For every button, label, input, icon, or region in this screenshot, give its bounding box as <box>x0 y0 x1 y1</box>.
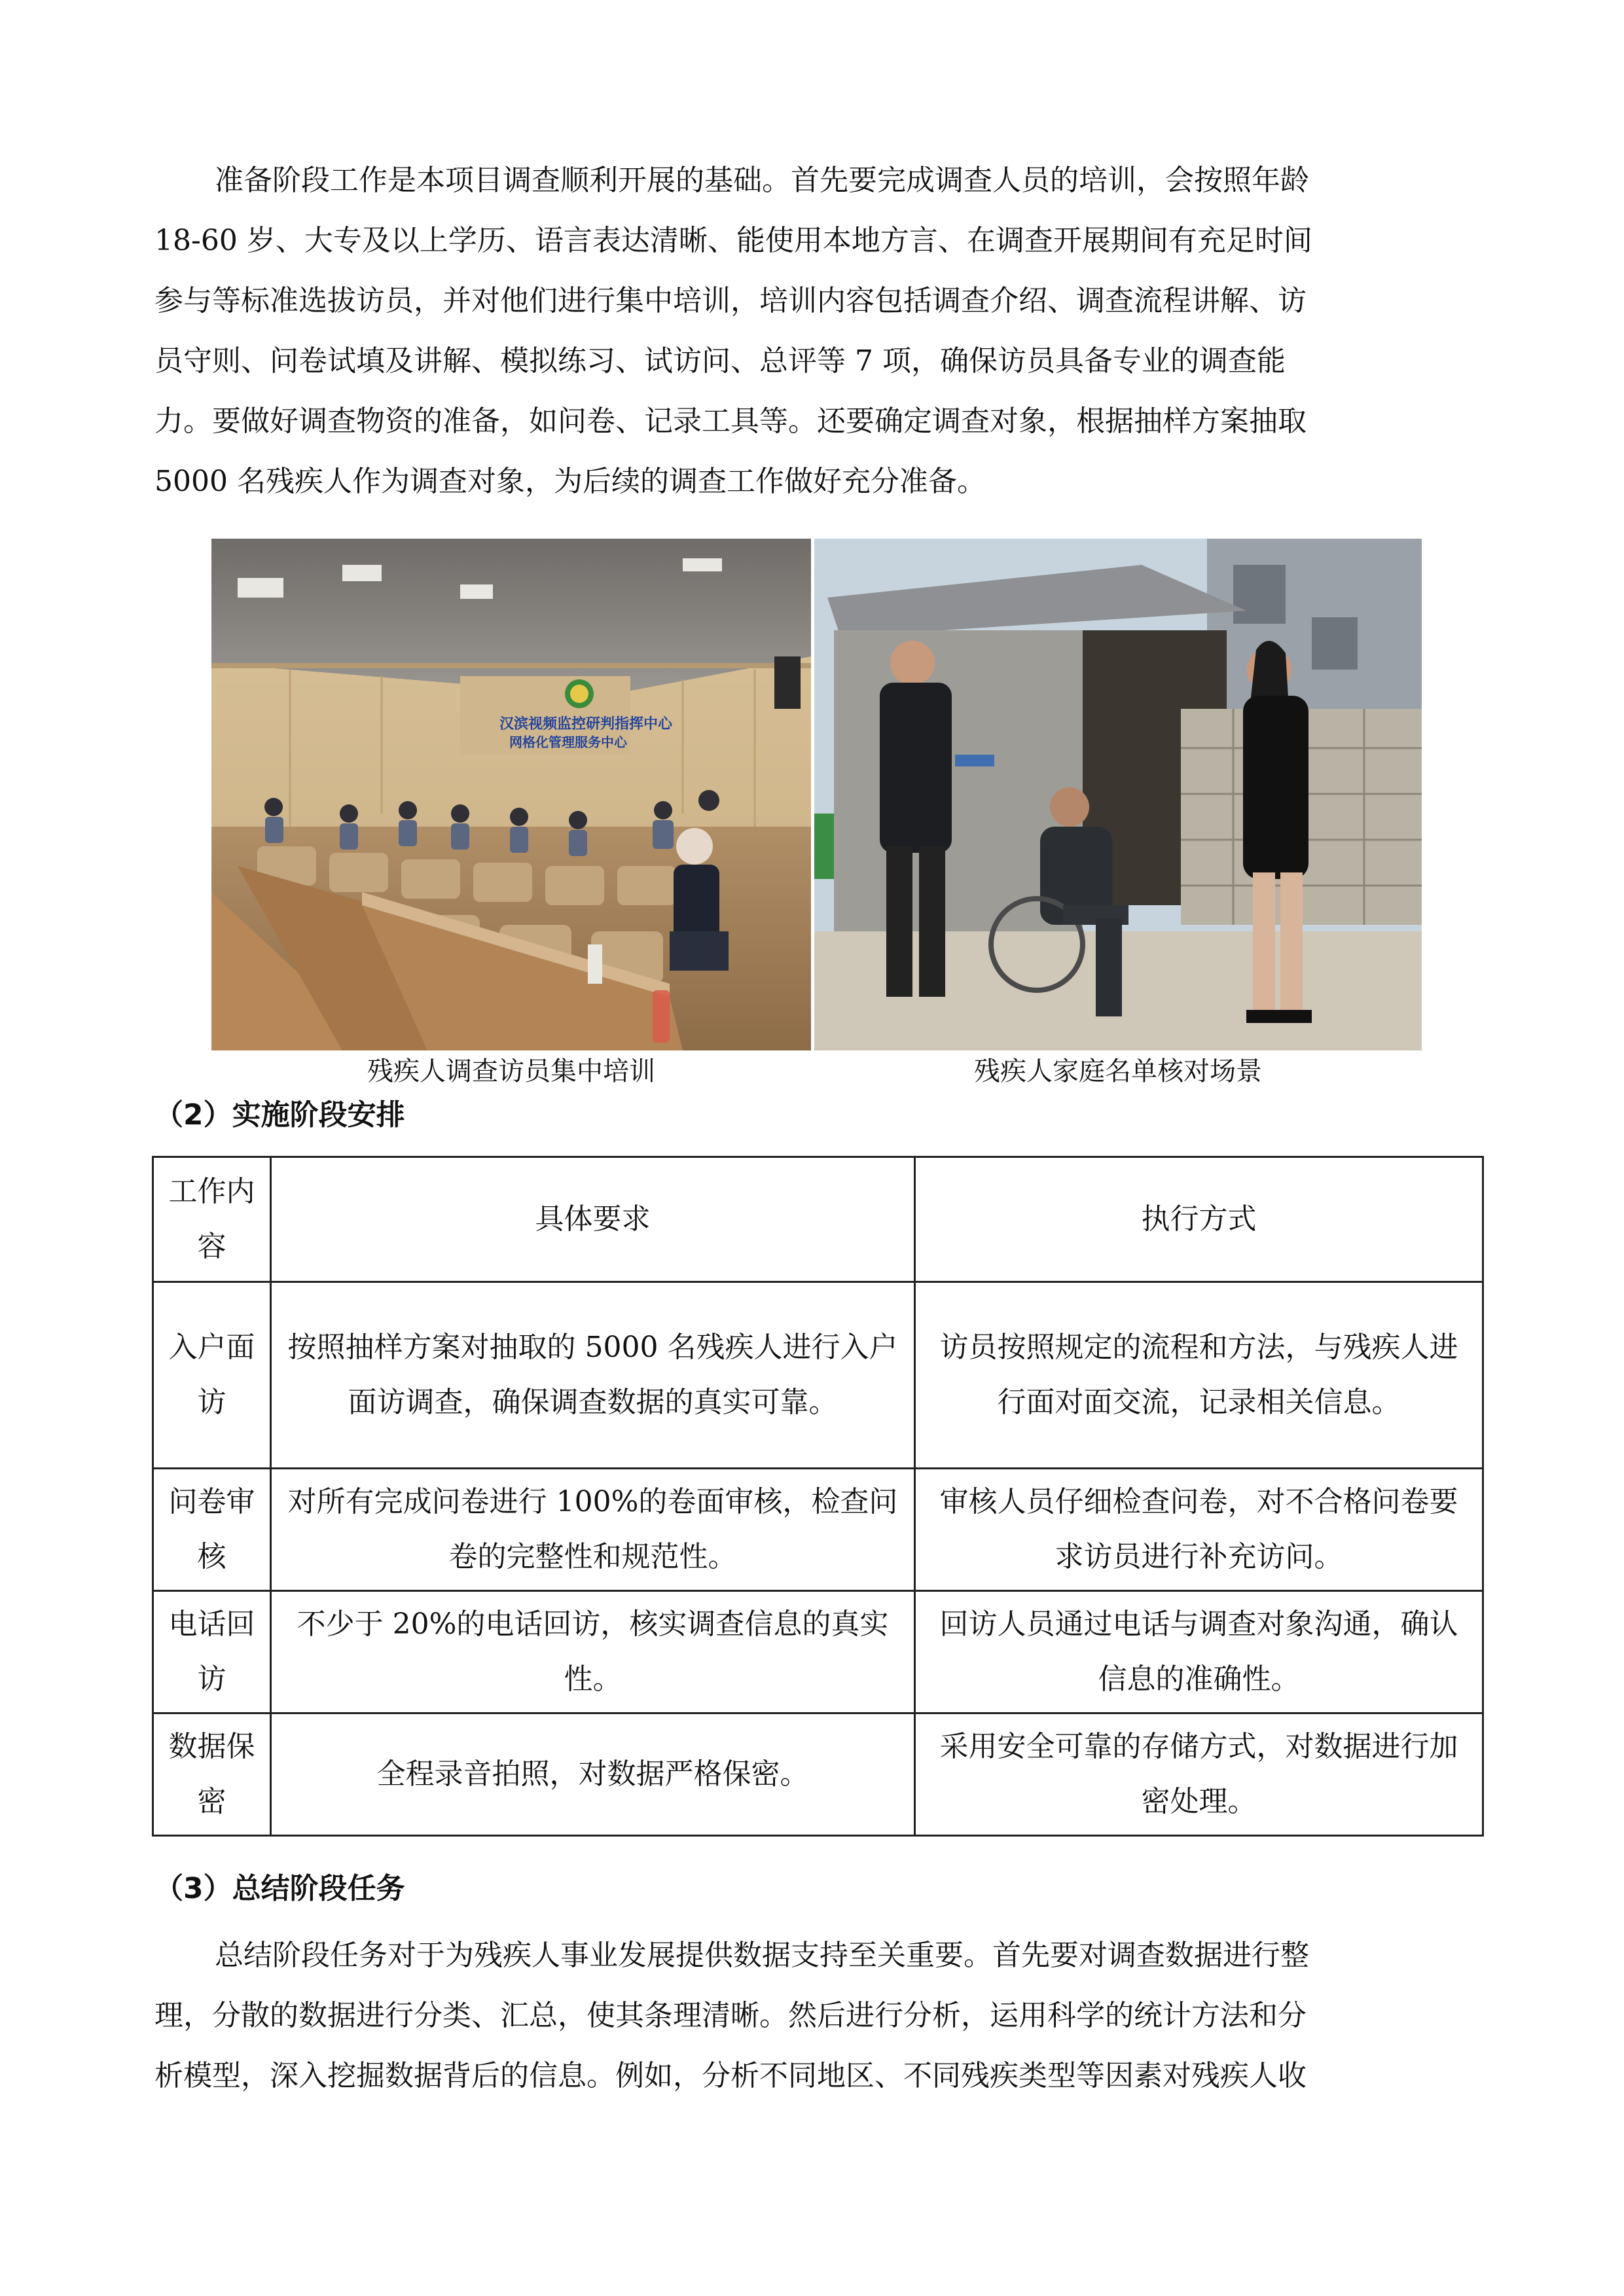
intro-line: 力。要做好调查物资的准备，如问卷、记录工具等。还要确定调查对象，根据抽样方案抽取 <box>154 404 1307 438</box>
intro-line: 5000 名残疾人作为调查对象，为后续的调查工作做好充分准备。 <box>154 465 986 498</box>
row-requirements-cell: 按照抽样方案对抽取的 5000 名残疾人进行入户面访调查，确保调查数据的真实可靠。 <box>271 1282 915 1469</box>
summary-line: 理，分散的数据进行分类、汇总，使其条理清晰。然后进行分析，运用科学的统计方法和分 <box>154 1999 1307 2032</box>
training-photo <box>211 539 811 1050</box>
row-work-cell: 问卷审核 <box>153 1469 271 1591</box>
row-work-cell: 电话回访 <box>153 1591 271 1713</box>
table-header-row <box>153 1157 1483 1282</box>
section-3-heading: （3）总结阶段任务 <box>154 1872 405 1905</box>
intro-paragraph <box>154 151 1470 512</box>
row-method-cell: 回访人员通过电话与调查对象沟通，确认信息的准确性。 <box>915 1591 1483 1713</box>
row-requirements-cell: 全程录音拍照，对数据严格保密。 <box>271 1713 915 1836</box>
row-method-cell: 访员按照规定的流程和方法，与残疾人进行面对面交流，记录相关信息。 <box>915 1282 1483 1469</box>
intro-line: 准备阶段工作是本项目调查顺利开展的基础。首先要完成调查人员的培训，会按照年龄 <box>215 164 1309 197</box>
intro-line: 18-60 岁、大专及以上学历、语言表达清晰、能使用本地方言、在调查开展期间有充足时间 <box>154 224 1312 257</box>
summary-line: 析模型，深入挖掘数据背后的信息。例如，分析不同地区、不同残疾类型等因素对残疾人收 <box>154 2059 1307 2092</box>
header-cell-method: 执行方式 <box>915 1157 1483 1282</box>
header-cell-requirements: 具体要求 <box>271 1157 915 1282</box>
summary-paragraph <box>154 1926 1470 2106</box>
summary-line: 总结阶段任务对于为残疾人事业发展提供数据支持至关重要。首先要对调查数据进行整 <box>215 1939 1309 1972</box>
header-cell-work: 工作内容 <box>153 1157 271 1282</box>
implementation-table <box>152 1156 1484 1837</box>
table-row <box>153 1469 1483 1591</box>
row-work-cell: 数据保密 <box>153 1713 271 1836</box>
table-row <box>153 1713 1483 1836</box>
intro-line: 参与等标准选拔访员，并对他们进行集中培训，培训内容包括调查介绍、调查流程讲解、访 <box>154 284 1307 317</box>
table-row <box>153 1591 1483 1713</box>
table-row <box>153 1282 1483 1469</box>
photo-caption-right: 残疾人家庭名单核对场景 <box>974 1056 1262 1086</box>
wall-sign-line2: 网格化管理服务中心 <box>509 734 627 750</box>
household-photo <box>814 539 1422 1050</box>
wall-sign-line1: 汉滨视频监控研判指挥中心 <box>499 716 673 732</box>
intro-line: 员守则、问卷试填及讲解、模拟练习、试访问、总评等 7 项，确保访员具备专业的调查能 <box>154 344 1286 378</box>
row-requirements-cell: 不少于 20%的电话回访，核实调查信息的真实性。 <box>271 1591 915 1713</box>
photo-caption-left: 残疾人调查访员集中培训 <box>367 1056 655 1086</box>
row-method-cell: 审核人员仔细检查问卷，对不合格问卷要求访员进行补充访问。 <box>915 1469 1483 1591</box>
row-work-cell: 入户面访 <box>153 1282 271 1469</box>
row-method-cell: 采用安全可靠的存储方式，对数据进行加密处理。 <box>915 1713 1483 1836</box>
section-2-heading: （2）实施阶段安排 <box>154 1098 405 1132</box>
row-requirements-cell: 对所有完成问卷进行 100%的卷面审核，检查问卷的完整性和规范性。 <box>271 1469 915 1591</box>
